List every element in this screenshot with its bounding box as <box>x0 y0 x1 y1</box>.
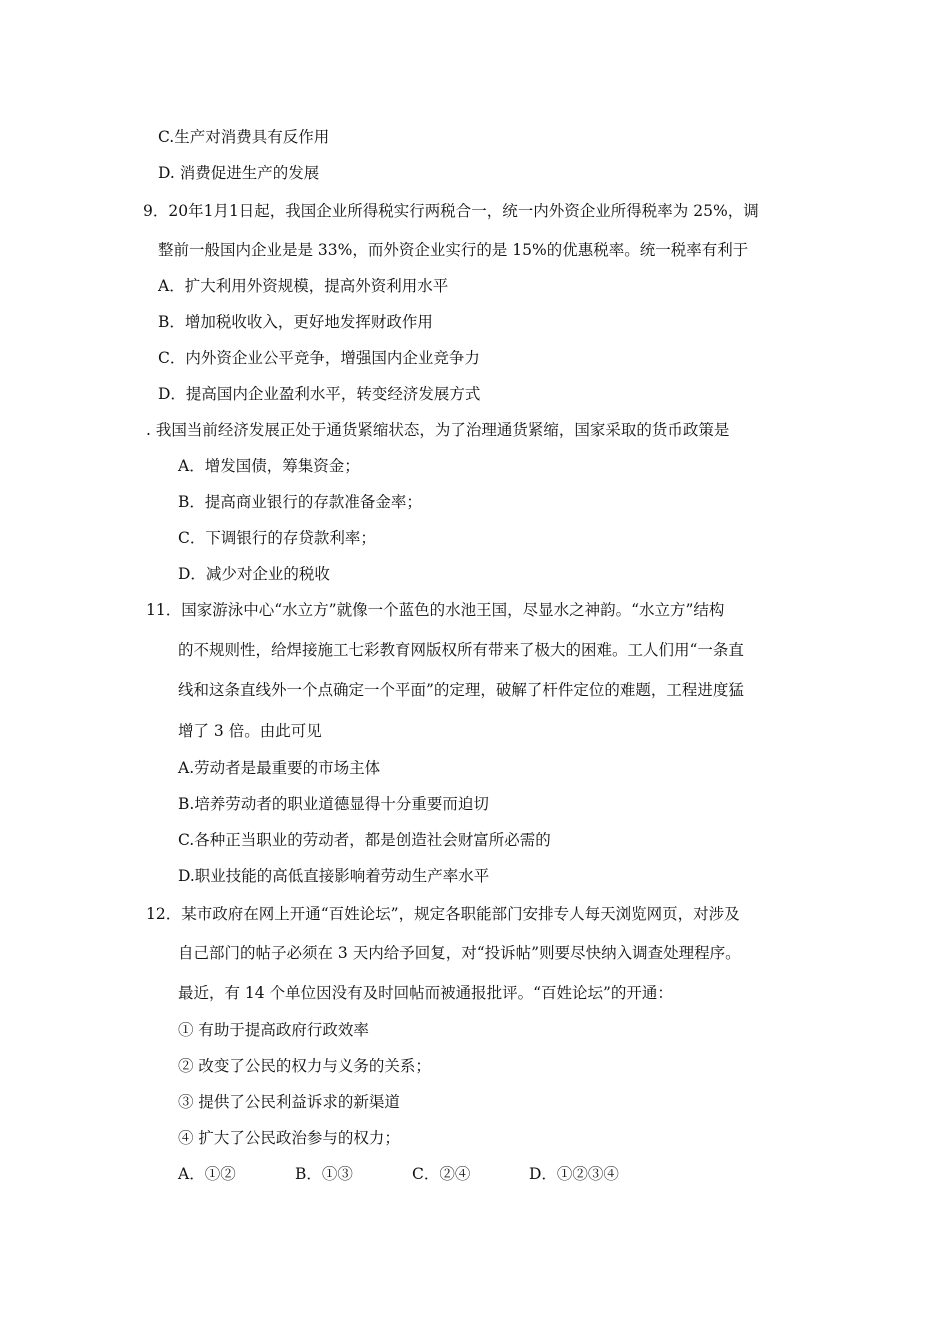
q9-stem-line2: 整前一般国内企业是是 33%，而外资企业实行的是 15%的优惠税率。统一税率有利于 <box>158 241 749 259</box>
q12-option-d: D．①②③④ <box>529 1165 619 1183</box>
q9-option-c: C．内外资企业公平竞争，增强国内企业竞争力 <box>158 349 480 367</box>
q12-option-a: A．①② <box>178 1165 236 1183</box>
q12-option-c: C．②④ <box>412 1165 471 1183</box>
q12-item-3: ③ 提供了公民利益诉求的新渠道 <box>178 1093 400 1111</box>
q8-option-d: D. 消费促进生产的发展 <box>158 164 320 182</box>
q9-option-d: D．提高国内企业盈利水平，转变经济发展方式 <box>158 385 481 403</box>
q10-option-b: B．提高商业银行的存款准备金率； <box>178 493 422 511</box>
q8-option-c: C.生产对消费具有反作用 <box>158 128 330 146</box>
q12-stem-line1: 12．某市政府在网上开通“百姓论坛”，规定各职能部门安排专人每天浏览网页，对涉及 <box>146 905 740 923</box>
q12-item-4: ④ 扩大了公民政治参与的权力； <box>178 1129 400 1147</box>
q12-stem-line3: 最近，有 14 个单位因没有及时回帖而被通报批评。“百姓论坛”的开通： <box>178 984 673 1002</box>
q9-option-b: B．增加税收收入，更好地发挥财政作用 <box>158 313 433 331</box>
q12-stem-line2: 自己部门的帖子必须在 3 天内给予回复，对“投诉帖”则要尽快纳入调查处理程序。 <box>178 944 741 962</box>
q10-option-a: A．增发国债，筹集资金； <box>178 457 360 475</box>
q11-stem-line3: 线和这条直线外一个点确定一个平面”的定理，破解了杆件定位的难题，工程进度猛 <box>178 681 744 699</box>
q12-option-b: B．①③ <box>295 1165 353 1183</box>
q11-stem-line1: 11．国家游泳中心“水立方”就像一个蓝色的水池王国，尽显水之神韵。“水立方”结构 <box>146 601 725 619</box>
q11-stem-line2: 的不规则性，给焊接施工七彩教育网版权所有带来了极大的困难。工人们用“一条直 <box>178 641 744 659</box>
q10-stem: . 我国当前经济发展正处于通货紧缩状态，为了治理通货紧缩，国家采取的货币政策是 <box>146 421 730 439</box>
q11-option-d: D.职业技能的高低直接影响着劳动生产率水平 <box>178 867 490 885</box>
q9-stem-line1: 9．20年1月1日起，我国企业所得税实行两税合一，统一内外资企业所得税率为 25%，调 <box>143 202 759 220</box>
q10-option-c: C．下调银行的存贷款利率； <box>178 529 376 547</box>
q11-stem-line4: 增了 3 倍。由此可见 <box>178 722 322 740</box>
q12-options <box>178 1164 619 1184</box>
q12-item-2: ② 改变了公民的权力与义务的关系； <box>178 1057 431 1075</box>
q10-option-d: D．减少对企业的税收 <box>178 565 330 583</box>
q12-item-1: ① 有助于提高政府行政效率 <box>178 1021 369 1039</box>
q11-option-b: B.培养劳动者的职业道德显得十分重要而迫切 <box>178 795 489 813</box>
q9-option-a: A．扩大利用外资规模，提高外资利用水平 <box>158 277 449 295</box>
q11-option-a: A.劳动者是最重要的市场主体 <box>178 759 381 777</box>
q11-option-c: C.各种正当职业的劳动者，都是创造社会财富所必需的 <box>178 831 551 849</box>
